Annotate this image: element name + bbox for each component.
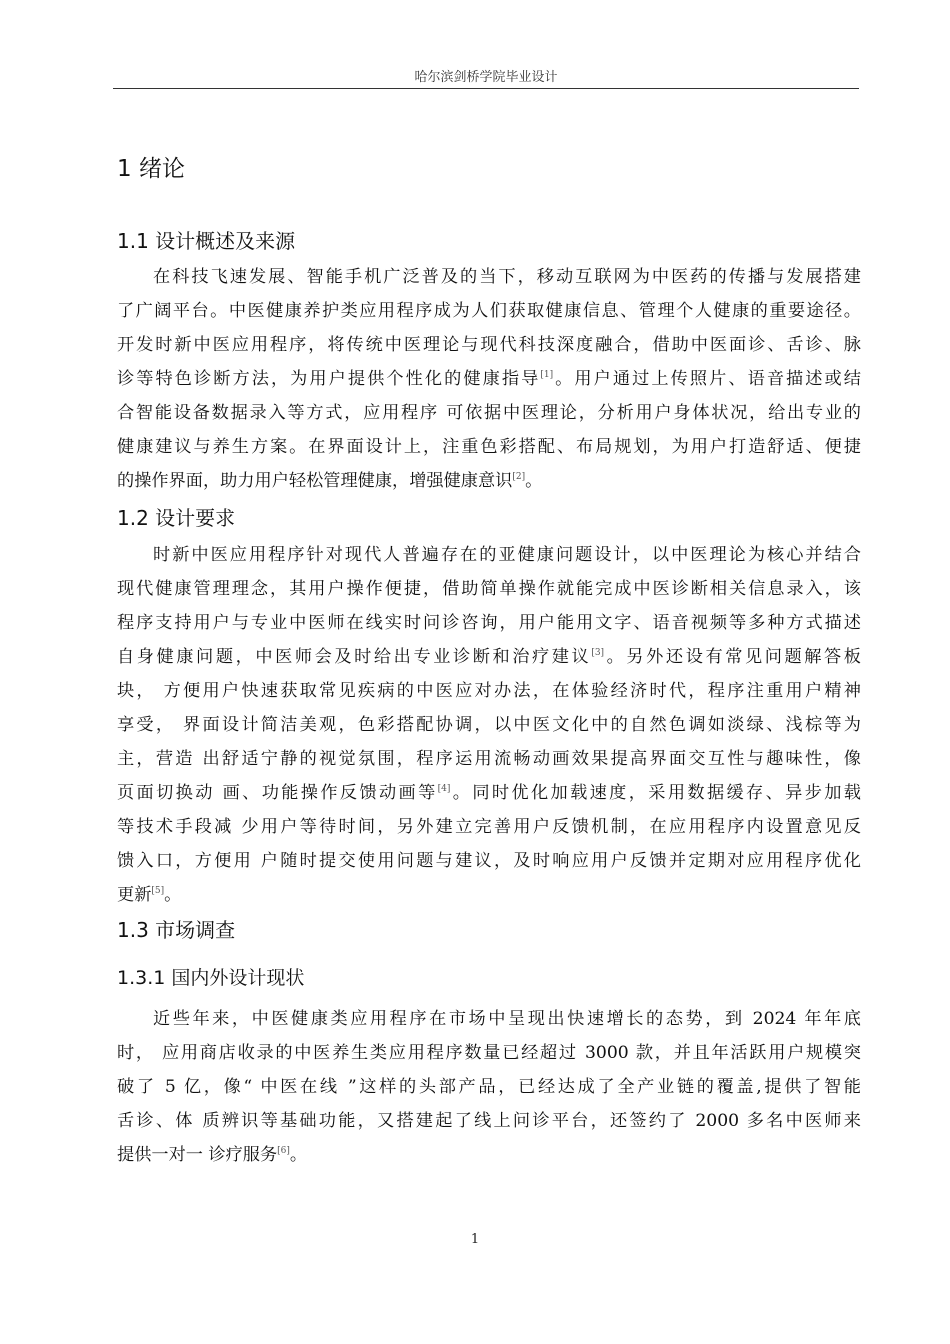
text-segment: 页面切换动 画、功能操作反馈动画等: [117, 783, 438, 803]
paragraph-2: [117, 538, 861, 912]
citation-ref: [6]: [277, 1146, 290, 1156]
text-segment: 。: [289, 1145, 308, 1165]
text-line: 了广阔平台。中医健康养护类应用程序成为人们获取健康信息、管理个人健康的重要途径。: [117, 301, 861, 321]
citation-ref: [1]: [540, 370, 554, 380]
text-segment: 的操作界面，助力用户轻松管理健康，增强健康意识: [117, 471, 513, 491]
text-line: 等技术手段减 少用户等待时间，另外建立完善用户反馈机制，在应用程序内设置意见反: [117, 817, 861, 837]
section-title-1-1: 1.1 设计概述及来源: [117, 229, 296, 253]
text-line: 享受， 界面设计简洁美观，色彩搭配协调，以中医文化中的自然色调如淡绿、浅棕等为: [117, 715, 861, 735]
text-line: [117, 878, 861, 912]
citation-ref: [2]: [512, 472, 526, 482]
text-segment: 更新: [117, 885, 152, 905]
paragraph-1: [117, 260, 861, 498]
text-segment: 提供一对一 诊疗服务: [117, 1145, 278, 1165]
page-header: 哈尔滨剑桥学院毕业设计: [414, 70, 558, 85]
text-line: 现代健康管理理念，其用户操作便捷，借助简单操作就能完成中医诊断相关信息录入，该: [117, 579, 861, 599]
text-line: 主，营造 出舒适宁静的视觉氛围，程序运用流畅动画效果提高界面交互性与趣味性，像: [117, 749, 861, 769]
citation-ref: [5]: [151, 886, 165, 896]
text-segment: 。同时优化加载速度，采用数据缓存、异步加载: [450, 783, 861, 803]
text-line: 开发时新中医应用程序，将传统中医理论与现代科技深度融合，借助中医面诊、舌诊、脉: [117, 335, 861, 355]
text-line: 块， 方便用户快速获取常见疾病的中医应对办法，在体验经济时代，程序注重用户精神: [117, 681, 861, 701]
text-line: [117, 776, 861, 810]
text-segment: 。用户通过上传照片、语音描述或结: [553, 369, 861, 389]
text-segment: 自身健康问题，中医师会及时给出专业诊断和治疗建议: [117, 647, 592, 667]
section-title-1-3: 1.3 市场调查: [117, 918, 236, 942]
section-title-1-2: 1.2 设计要求: [117, 506, 236, 530]
citation-ref: [4]: [437, 784, 451, 794]
page-number: 1: [470, 1232, 480, 1247]
text-line: 舌诊、体 质辨识等基础功能，又搭建起了线上问诊平台，还签约了 2000 多名中医师来: [117, 1111, 861, 1131]
subsection-title-1-3-1: 1.3.1 国内外设计现状: [117, 967, 305, 989]
text-line: 时， 应用商店收录的中医养生类应用程序数量已经超过 3000 款，并且年活跃用户规模突: [117, 1043, 861, 1063]
text-segment: 。: [164, 885, 182, 905]
text-line: 时新中医应用程序针对现代人普遍存在的亚健康问题设计，以中医理论为核心并结合: [153, 545, 861, 565]
text-line: 在科技飞速发展、智能手机广泛普及的当下，移动互联网为中医药的传播与发展搭建: [153, 267, 861, 287]
text-line: 程序支持用户与专业中医师在线实时问诊咨询，用户能用文字、语音视频等多种方式描述: [117, 613, 861, 633]
text-line: 近些年来，中医健康类应用程序在市场中呈现出快速增长的态势，到 2024 年年底: [153, 1009, 861, 1029]
paragraph-3: [117, 1002, 861, 1172]
text-line: [117, 464, 861, 498]
text-segment: 。另外还设有常见问题解答板: [604, 647, 861, 667]
text-line: 合智能设备数据录入等方式，应用程序 可依据中医理论，分析用户身体状况，给出专业的: [117, 403, 861, 423]
text-line: 馈入口，方便用 户随时提交使用问题与建议，及时响应用户反馈并定期对应用程序优化: [117, 851, 861, 871]
text-segment: 。: [525, 471, 543, 491]
text-line: [117, 362, 861, 396]
text-segment: 诊等特色诊断方法，为用户提供个性化的健康指导: [117, 369, 541, 389]
text-line: 健康建议与养生方案。在界面设计上，注重色彩搭配、布局规划，为用户打造舒适、便捷: [117, 437, 861, 457]
chapter-title: 1 绪论: [117, 156, 185, 182]
header-rule: [113, 88, 859, 89]
text-line: [117, 640, 861, 674]
text-line: [117, 1138, 861, 1172]
text-line: 破了 5 亿，像“ 中医在线 ”这样的头部产品，已经达成了全产业链的覆盖,提供了智能: [117, 1077, 861, 1097]
citation-ref: [3]: [591, 648, 605, 658]
